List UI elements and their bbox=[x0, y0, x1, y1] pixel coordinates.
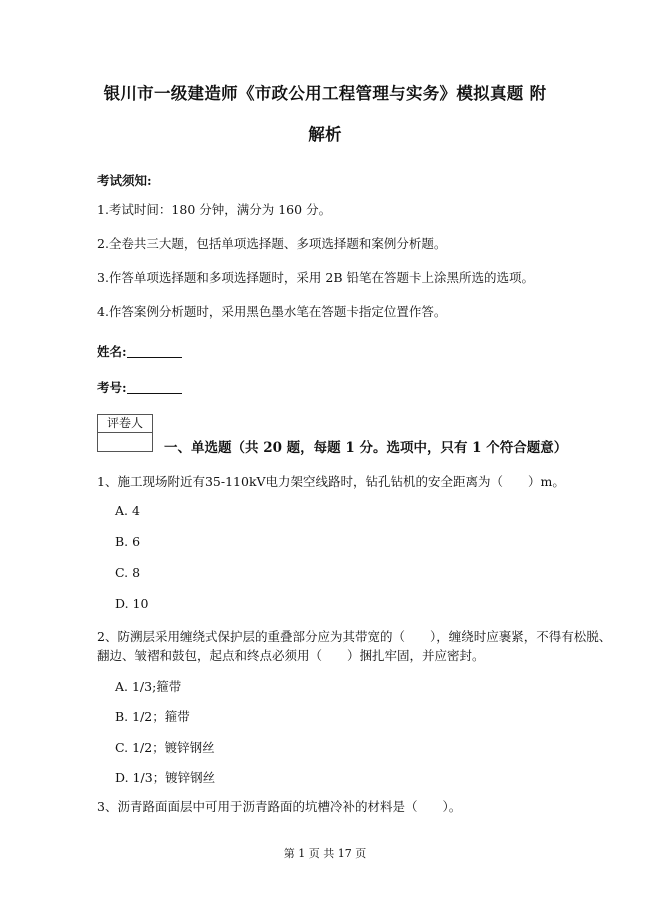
notice-heading: 考试须知: bbox=[97, 173, 152, 188]
section-title: 一、单选题（共 20 题，每题 1 分。选项中，只有 1 个符合题意） bbox=[164, 440, 568, 456]
question-2-option-d: D. 1/3；镀锌钢丝 bbox=[115, 770, 216, 785]
question-1-option-d: D. 10 bbox=[115, 596, 149, 611]
question-2-stem-line2: 翻边、皱褶和鼓包，起点和终点必须用（ ）捆扎牢固，并应密封。 bbox=[97, 648, 485, 663]
question-2-option-a: A. 1/3;箍带 bbox=[115, 679, 182, 694]
question-1-stem: 1、施工现场附近有35-110kV电力架空线路时，钻孔钻机的安全距离为（ ）m。 bbox=[97, 474, 565, 489]
exam-number-label: 考号: bbox=[97, 380, 127, 395]
question-1-option-c: C. 8 bbox=[115, 565, 141, 580]
notice-item-1: 1.考试时间：180 分钟，满分为 160 分。 bbox=[97, 202, 332, 217]
notice-item-2: 2.全卷共三大题，包括单项选择题、多项选择题和案例分析题。 bbox=[97, 236, 447, 251]
question-2-stem-line1: 2、防溯层采用缠绕式保护层的重叠部分应为其带宽的（ ），缠绕时应裹紧，不得有松脱、 bbox=[97, 629, 612, 644]
document-title-line1: 银川市一级建造师《市政公用工程管理与实务》模拟真题 附 bbox=[103, 84, 547, 103]
name-label: 姓名: bbox=[97, 344, 127, 359]
page-footer: 第 1 页 共 17 页 bbox=[283, 847, 367, 860]
document-title-line2: 解析 bbox=[308, 125, 342, 144]
question-1-option-a: A. 4 bbox=[115, 503, 140, 518]
question-1-option-b: B. 6 bbox=[115, 534, 141, 549]
notice-item-4: 4.作答案例分析题时，采用黑色墨水笔在答题卡指定位置作答。 bbox=[97, 304, 447, 319]
grader-label: 评卷人 bbox=[98, 415, 152, 433]
grader-box bbox=[97, 414, 153, 452]
notice-item-3: 3.作答单项选择题和多项选择题时，采用 2B 铅笔在答题卡上涂黑所选的选项。 bbox=[97, 270, 535, 285]
name-blank-line bbox=[127, 345, 182, 358]
name-field bbox=[97, 342, 182, 360]
question-2-option-c: C. 1/2；镀锌钢丝 bbox=[115, 740, 215, 755]
exam-number-blank-line bbox=[127, 381, 182, 394]
exam-number-field bbox=[97, 378, 182, 396]
question-3-stem: 3、沥青路面面层中可用于沥青路面的坑槽冷补的材料是（ ）。 bbox=[97, 799, 462, 814]
question-2-option-b: B. 1/2；箍带 bbox=[115, 709, 190, 724]
